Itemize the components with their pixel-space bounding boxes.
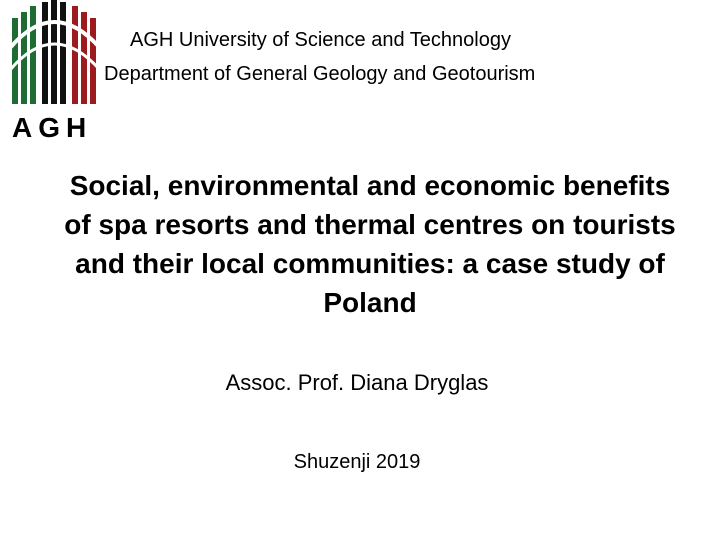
place-and-year: Shuzenji 2019 bbox=[293, 451, 421, 473]
agh-logo bbox=[10, 0, 100, 142]
agh-logo-emblem-icon bbox=[10, 0, 100, 104]
presentation-title: Social, environmental and economic benefits of spa resorts and thermal centres on tourists and their local communities: a case study of Poland bbox=[64, 170, 676, 318]
department-name: Department of General Geology and Geotourism bbox=[104, 63, 536, 85]
university-name: AGH University of Science and Technology bbox=[130, 29, 511, 51]
author-name: Assoc. Prof. Diana Dryglas bbox=[225, 370, 489, 395]
logo-wordmark: AGH bbox=[12, 112, 93, 143]
